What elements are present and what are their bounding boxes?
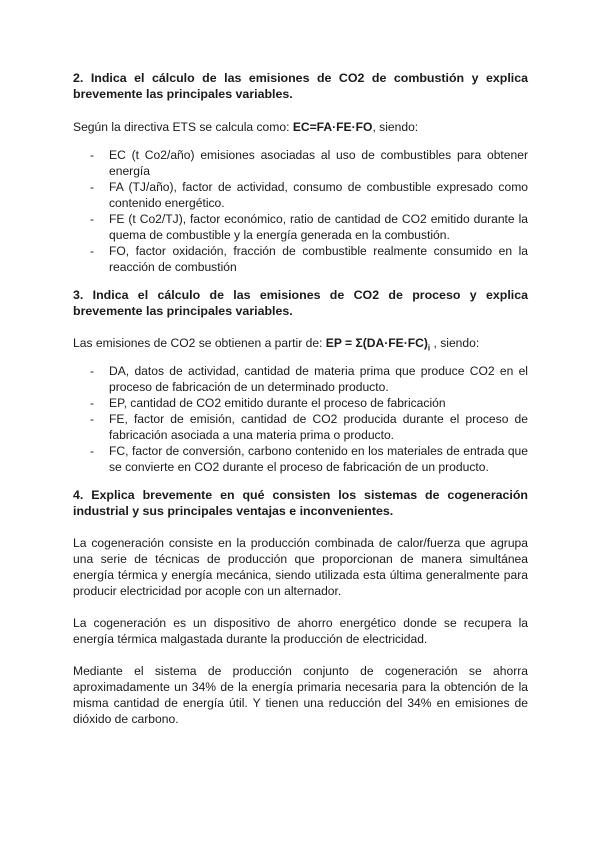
section-4-paragraph-3: Mediante el sistema de producción conjunto de cogeneración se ahorra aproximadamente un 34% de la energía primaria necesaria para la obtención de la misma cantidad de energía útil. Y tienen una reducción del 34% en emisiones de dióxido de carbono. — [73, 664, 528, 726]
section-2-formula: EC=FA·FE·FO — [292, 120, 373, 134]
list-item: - EP, cantidad de CO2 emitido durante el proceso de fabricación — [90, 396, 446, 410]
section-2-intro-text: Según la directiva ETS se calcula como: — [73, 120, 293, 134]
list-item: - FC, factor de conversión, carbono contenido en los materiales de entrada que se convierte en CO2 durante el proceso de fabricación de un producto. — [90, 444, 528, 474]
section-3-formula: EP = Σ(DA·FE·FC) — [325, 336, 428, 350]
section-4-paragraph-1: La cogeneración consiste en la producción combinada de calor/fuerza que agrupa una serie de técnicas de producción que proporcionan de manera simultánea energía térmica y energía mecánica, siendo utilizada esta última generalmente para producir electricidad por acople con un alternador. — [73, 536, 528, 598]
section-3-heading: 3. Indica el cálculo de las emisiones de CO2 de proceso y explica brevemente las principales variables. — [73, 288, 528, 318]
list-item: - FO, factor oxidación, fracción de combustible realmente consumido en la reacción de combustión — [90, 244, 528, 274]
list-item: - FA (TJ/año), factor de actividad, consumo de combustible expresado como contenido energético. — [90, 180, 528, 210]
list-item: - FE, factor de emisión, cantidad de CO2 producida durante el proceso de fabricación asociada a una materia prima o producto. — [90, 412, 528, 442]
section-3-intro — [73, 335, 528, 351]
list-item: - DA, datos de actividad, cantidad de materia prima que produce CO2 en el proceso de fabricación de un determinado producto. — [90, 364, 528, 394]
section-3-formula-subscript: i — [427, 343, 431, 353]
section-3-intro-tail: , siendo: — [430, 336, 480, 350]
section-2-list — [73, 147, 528, 275]
section-3-intro-text: Las emisiones de CO2 se obtienen a partir de: — [73, 336, 326, 350]
section-2-intro-tail: , siendo: — [372, 120, 419, 134]
section-4-paragraph-2: La cogeneración es un dispositivo de ahorro energético donde se recupera la energía térmica malgastada durante la producción de electricidad. — [73, 616, 528, 646]
section-4-heading: 4. Explica brevemente en qué consisten los sistemas de cogeneración industrial y sus principales ventajas e inconvenientes. — [73, 488, 528, 518]
list-item: - FE (t Co2/TJ), factor económico, ratio de cantidad de CO2 emitido durante la quema de combustible y la energía generada en la combustión. — [90, 212, 528, 242]
section-3-list — [73, 363, 528, 475]
list-item: - EC (t Co2/año) emisiones asociadas al uso de combustibles para obtener energía — [90, 148, 528, 178]
section-2-heading: 2. Indica el cálculo de las emisiones de CO2 de combustión y explica brevemente las principales variables. — [73, 71, 528, 101]
document-page — [73, 70, 528, 727]
section-2-intro — [73, 119, 528, 135]
